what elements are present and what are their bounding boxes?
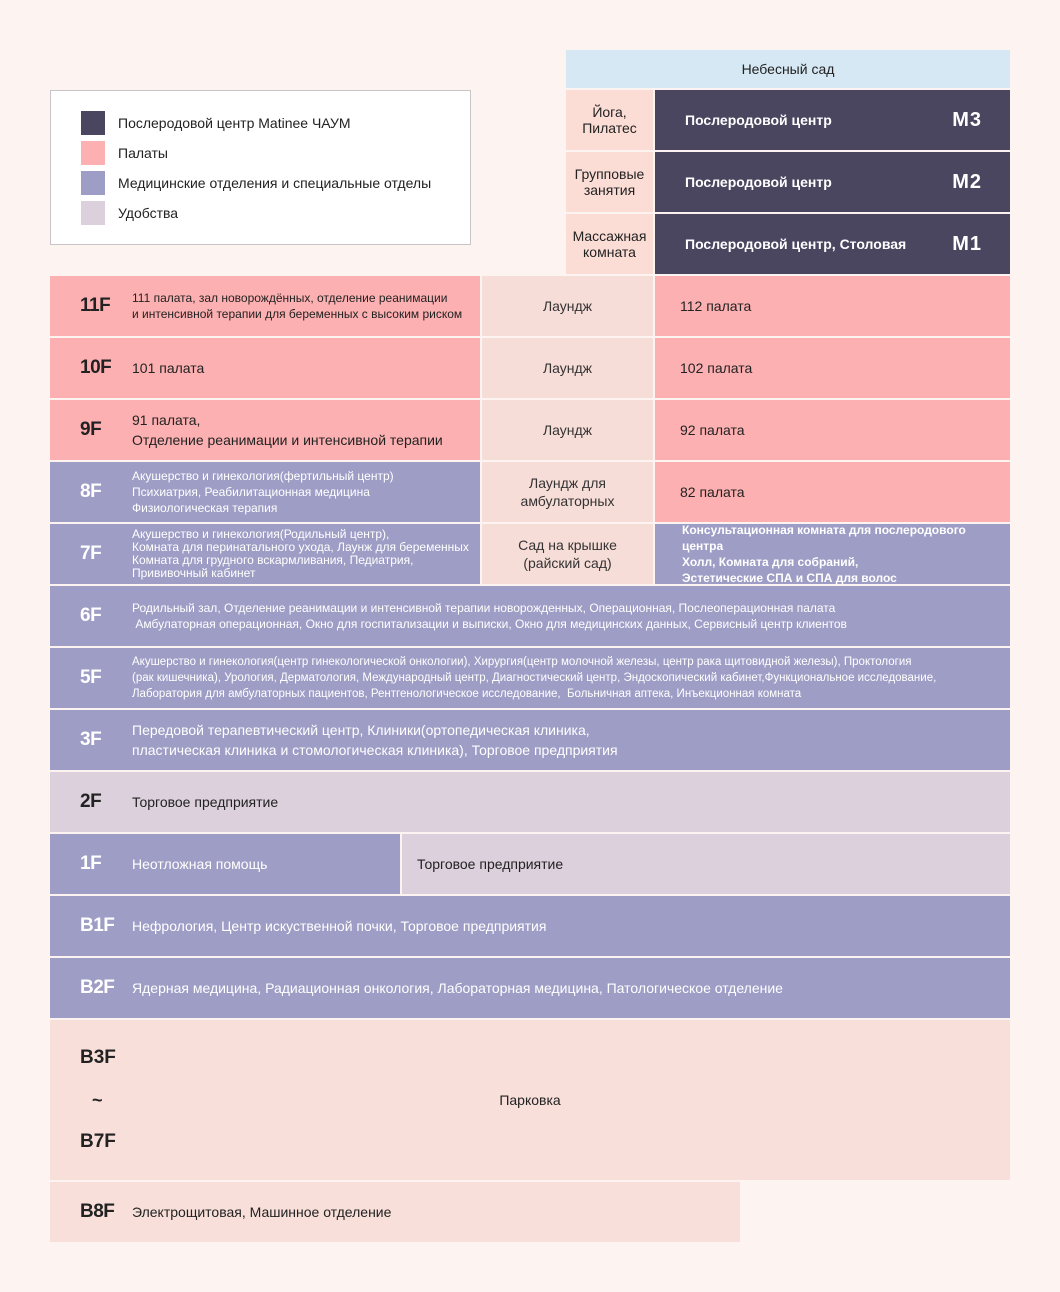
legend-label-medical: Медицинские отделения и специальные отделы (118, 175, 432, 191)
floor-label-3f: 3F (80, 729, 102, 750)
floor-7f-roof-garden: Сад на крышке (райский сад) (482, 524, 653, 584)
m1-label: Послеродовой центр, Столовая (685, 236, 907, 252)
floor-b3f-b7f-parking (50, 1020, 1010, 1180)
floor-label-9f: 9F (80, 419, 102, 440)
floor-b8f (50, 1182, 740, 1242)
floor-m3 (655, 90, 1010, 150)
floor-label-10f: 10F (80, 357, 112, 378)
legend-label-wards: Палаты (118, 145, 168, 161)
floor-7f-right (655, 524, 1010, 584)
floor-8f-left (50, 462, 480, 522)
parking-text: Парковка (499, 1092, 561, 1108)
m3-label: Послеродовой центр (685, 112, 832, 128)
legend-swatch-postpartum (81, 111, 105, 135)
floor-11f-left (50, 276, 480, 336)
floor-9f-lounge: Лаундж (482, 400, 653, 460)
floor-9f-left-text: 91 палата, Отделение реанимации и интенсивной терапии (132, 412, 443, 448)
floor-label-5f: 5F (80, 667, 102, 688)
m1-side-room: Массажная комната (566, 214, 653, 274)
legend-swatch-wards (81, 141, 105, 165)
floor-label-11f: 11F (80, 295, 111, 316)
floor-b1f (50, 896, 1010, 956)
floor-b1f-text: Нефрология, Центр искуственной почки, Торговое предприятия (132, 918, 547, 934)
sky-garden: Небесный сад (566, 50, 1010, 88)
floor-10f-right: 102 палата (655, 338, 1010, 398)
floor-label-b2f: B2F (80, 977, 115, 998)
floor-label-2f: 2F (80, 791, 102, 812)
floor-range-tilde: ~ (92, 1090, 103, 1110)
floor-11f-lounge: Лаундж (482, 276, 653, 336)
floor-2f-text: Торговое предприятие (132, 794, 279, 810)
floor-5f (50, 648, 1010, 708)
m2-side-room: Групповые занятия (566, 152, 653, 212)
floor-5f-text: Акушерство и гинекология(центр гинекологической онкологии), Хирургия(центр молочной железы, центр рака щитовидной железы), Проктология (рак кишечника), Урология, Дерматология, Международный центр, Диагностический центр, Эндоскопический кабинет,Функциональное исследование, Лаборатория для амбулаторных пациентов, Рентгенологическое исследование, Больничная аптека, Инъекционная комната (132, 656, 937, 700)
floor-8f-left-text: Акушерство и гинекология(фертильный центр) Психиатрия, Реабилитационная медицина Физиологическая терапия (132, 469, 394, 515)
floor-6f (50, 586, 1010, 646)
m3-side-room: Йога, Пилатес (566, 90, 653, 150)
floor-label-b3f: B3F (80, 1047, 116, 1068)
floor-6f-text: Родильный зал, Отделение реанимации и интенсивной терапии новорожденных, Операционная, Послеоперационная палата Амбулаторная операционная, Окно для госпитализации и выписки, Окно для медицинских данных, Сервисный центр клиентов (132, 601, 847, 631)
floor-8f-right: 82 палата (655, 462, 1010, 522)
floor-1f-left (50, 834, 400, 894)
floor-1f-left-text: Неотложная помощь (132, 856, 268, 872)
floor-label-b7f: B7F (80, 1131, 116, 1152)
floor-9f-left (50, 400, 480, 460)
floor-8f-lounge: Лаундж для амбулаторных (482, 462, 653, 522)
floor-label-6f: 6F (80, 605, 102, 626)
floor-3f (50, 710, 1010, 770)
floor-1f-right: Торговое предприятие (402, 834, 1010, 894)
floor-10f-left-text: 101 палата (132, 360, 205, 376)
floor-label-8f: 8F (80, 481, 102, 502)
legend-label-amenities: Удобства (118, 205, 179, 221)
floor-9f-right: 92 палата (655, 400, 1010, 460)
legend-swatch-medical (81, 171, 105, 195)
m2-label: Послеродовой центр (685, 174, 832, 190)
legend-item-amenities (81, 201, 178, 225)
m2-code: M2 (952, 170, 982, 193)
floor-11f-right: 112 палата (655, 276, 1010, 336)
floor-label-b1f: B1F (80, 915, 115, 936)
floor-10f-lounge: Лаундж (482, 338, 653, 398)
floor-label-b8f: B8F (80, 1201, 115, 1222)
m3-code: M3 (952, 108, 982, 131)
legend-item-postpartum (81, 111, 351, 135)
floor-b8f-text: Электрощитовая, Машинное отделение (132, 1204, 392, 1220)
floor-m1 (655, 214, 1010, 274)
legend (50, 90, 471, 245)
floor-label-7f: 7F (80, 543, 102, 564)
floor-7f-left (50, 524, 480, 584)
legend-swatch-amenities (81, 201, 105, 225)
floor-7f-left-text: Акушерство и гинекология(Родильный центр), Комната для перинатального ухода, Лаунж для беременных Комната для грудного вскармливания, Педиатрия, Прививочный кабинет (132, 527, 469, 580)
m1-code: M1 (952, 232, 982, 255)
floor-2f (50, 772, 1010, 832)
legend-item-medical (81, 171, 431, 195)
floor-10f-left (50, 338, 480, 398)
floor-7f-right-text: Консультационная комната для послеродового центра Холл, Комната для собраний, Эстетические СПА и СПА для волос (682, 523, 966, 585)
floor-b2f (50, 958, 1010, 1018)
floor-11f-left-text: 111 палата, зал новорождённых, отделение реанимации и интенсивной терапии для беременных с высоким риском (132, 291, 463, 321)
floor-3f-text: Передовой терапевтический центр, Клиники(ортопедическая клиника, пластическая клиника и стомологическая клиника), Торговое предприятия (132, 722, 618, 758)
floor-b2f-text: Ядерная медицина, Радиационная онкология, Лабораторная медицина, Патологическое отделение (132, 980, 783, 996)
legend-label-postpartum: Послеродовой центр Matinee ЧАУМ (118, 115, 351, 131)
floor-m2 (655, 152, 1010, 212)
floor-label-1f: 1F (80, 853, 102, 874)
legend-item-wards (81, 141, 168, 165)
